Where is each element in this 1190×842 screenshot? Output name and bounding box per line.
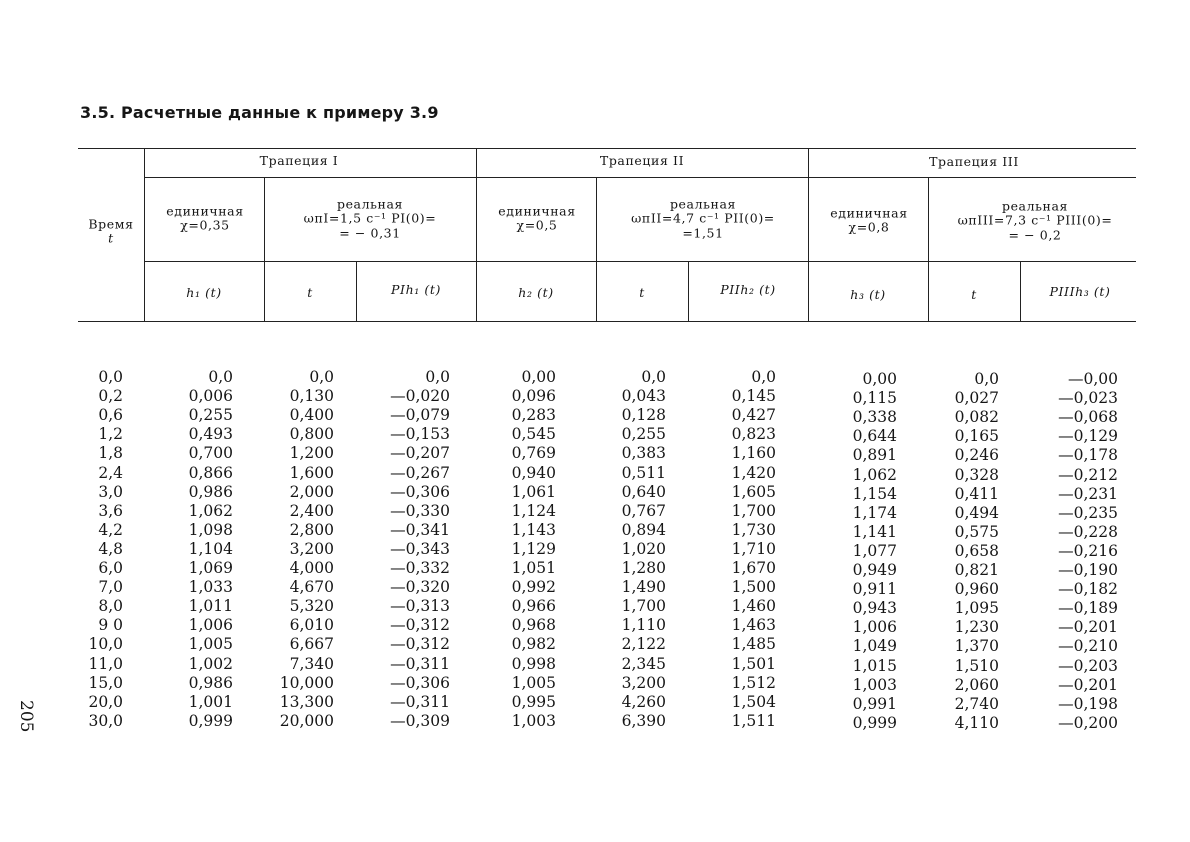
t-cell: 1,700 [621,597,666,616]
h-cell: 0,986 [188,482,233,501]
group-title: Трапеция III [929,153,1019,169]
h-cell: 1,005 [511,673,556,692]
t-cell: 4,260 [621,692,666,711]
ph-cell: —0,312 [390,635,450,654]
real-value: = − 0,31 [339,225,401,241]
t-cell: 0,640 [621,482,666,501]
h-cell: 1,143 [511,520,556,539]
t-cell: 0,128 [621,406,666,425]
unit-label: единичная [830,205,908,221]
col-header-ph: PIIh₂ (t) [720,281,776,297]
h-cell: 0,982 [511,635,556,654]
time-cell: 15,0 [88,673,123,692]
time-label: Время [88,216,134,232]
time-cell: 0,6 [98,406,123,425]
ph-cell: —0,267 [390,463,450,482]
t-cell: 0,511 [621,463,666,482]
ph-cell: —0,330 [390,501,450,520]
ph-cell: 1,504 [731,692,776,711]
h-cell: 1,129 [511,539,556,558]
ph-cell: 1,160 [731,444,776,463]
time-cell: 10,0 [88,635,123,654]
t-cell: 7,340 [289,654,334,673]
ph-cell: 1,485 [731,635,776,654]
table-caption: 3.5. Расчетные данные к примеру 3.9 [80,103,439,122]
h-cell: 0,949 [852,561,897,579]
subcol-rule [1020,261,1021,321]
time-cell: 3,6 [98,501,123,520]
time-cell: 30,0 [88,711,123,730]
h-cell: 0,096 [511,387,556,406]
h-cell: 1,005 [188,635,233,654]
t-cell: 2,740 [954,694,999,713]
group-title: Трапеция I [259,152,339,168]
ph-cell: —0,020 [390,387,450,406]
unit-label: единичная [498,203,576,219]
ph-cell: —0,201 [1058,675,1118,694]
real-header [958,199,1113,242]
t-cell: 0,043 [621,387,666,406]
h-cell: 1,011 [188,597,233,616]
h-cell: 0,999 [852,713,897,732]
h-cell: 0,769 [511,444,556,463]
time-cell: 4,2 [98,520,123,539]
h-cell: 0,283 [511,406,556,425]
ph-cell: —0,068 [1058,408,1118,427]
h-cell: 1,104 [188,539,233,558]
h-cell: 1,002 [188,654,233,673]
ph-cell: —0,190 [1058,561,1118,579]
ph-cell: —0,332 [390,559,450,577]
time-cell: 4,8 [98,539,123,558]
real-param: ωпII=4,7 с⁻¹ PII(0)= [631,210,775,226]
t-cell: 0,0 [309,368,334,386]
time-cell: 11,0 [88,654,123,673]
ph-cell: —0,312 [390,616,450,635]
ph-cell: 1,463 [731,616,776,635]
t-cell: 2,000 [289,482,334,501]
ph-cell: —0,203 [1058,656,1118,675]
ph-cell: —0,198 [1058,694,1118,713]
time-cell: 1,8 [98,444,123,463]
ph-cell: —0,341 [390,520,450,539]
t-cell: 5,320 [289,597,334,616]
t-cell: 0,767 [621,501,666,520]
ph-cell: 1,730 [731,520,776,539]
ph-cell: —0,311 [390,692,450,711]
col-header-ph: PIh₁ (t) [391,281,441,297]
t-cell: 1,200 [289,444,334,463]
ph-cell: —0,343 [390,539,450,558]
time-cell: 0,0 [98,368,123,386]
t-cell: 1,280 [621,559,666,577]
t-cell: 1,230 [954,618,999,637]
unit-header [498,205,575,234]
h-cell: 1,049 [852,637,897,656]
ph-cell: —0,129 [1058,427,1118,446]
ph-cell: 1,700 [731,501,776,520]
h-cell: 1,154 [852,484,897,503]
t-cell: 2,345 [621,654,666,673]
h-cell: 1,077 [852,541,897,560]
h-cell: 0,968 [511,616,556,635]
h-cell: 0,986 [188,673,233,692]
time-cell: 3,0 [98,482,123,501]
t-cell: 1,510 [954,656,999,675]
h-cell: 0,999 [188,711,233,730]
time-cell: 1,2 [98,425,123,444]
t-cell: 0,0 [641,368,666,386]
subcol-rule [356,261,357,321]
ph-cell: —0,309 [390,711,450,730]
t-cell: 2,400 [289,501,334,520]
t-cell: 4,110 [954,713,999,732]
t-cell: 0,165 [954,427,999,446]
real-header [631,197,775,240]
t-cell: 3,200 [621,673,666,692]
col-header-h: h₁ (t) [186,284,222,300]
time-cell: 2,4 [98,463,123,482]
t-cell: 2,060 [954,675,999,694]
h-cell: 0,966 [511,597,556,616]
unit-header [166,205,243,234]
time-cell: 9 0 [98,616,123,635]
real-param: ωпIII=7,3 с⁻¹ PIII(0)= [957,212,1113,228]
group-divider-rule [808,148,809,321]
ph-cell: —0,306 [390,482,450,501]
ph-cell: —0,189 [1058,599,1118,618]
time-header [88,218,133,247]
h-cell: 0,338 [852,408,897,427]
ph-cell: 0,823 [731,425,776,444]
t-cell: 2,800 [289,520,334,539]
t-cell: 0,246 [954,446,999,465]
col-header-h: h₃ (t) [850,286,886,302]
ph-cell: —0,320 [390,578,450,597]
h-cell: 1,124 [511,501,556,520]
h-cell: 1,098 [188,520,233,539]
h-cell: 0,644 [852,427,897,446]
ph-cell: —0,079 [390,406,450,425]
h-cell: 1,015 [852,656,897,675]
col-header-ph: PIIIh₃ (t) [1049,283,1111,299]
h-cell: 0,115 [852,389,897,408]
t-cell: 0,658 [954,541,999,560]
ph-cell: —0,178 [1058,446,1118,465]
real-header [304,197,437,240]
h-cell: 1,033 [188,578,233,597]
t-cell: 6,390 [621,711,666,730]
h-cell: 1,003 [511,711,556,730]
h-cell: 1,174 [852,503,897,522]
ph-cell: 0,427 [731,406,776,425]
ph-cell: —0,00 [1067,370,1118,388]
t-cell: 0,383 [621,444,666,463]
t-cell: 1,600 [289,463,334,482]
t-cell: 3,200 [289,539,334,558]
h-cell: 1,062 [852,465,897,484]
h-cell: 0,940 [511,463,556,482]
h-cell: 0,00 [521,368,556,386]
ph-cell: —0,306 [390,673,450,692]
t-cell: 0,027 [954,389,999,408]
t-cell: 1,020 [621,539,666,558]
h-cell: 1,062 [188,501,233,520]
ph-cell: —0,228 [1058,522,1118,541]
time-column-rule [144,148,145,321]
time-cell: 6,0 [98,559,123,577]
h-cell: 1,141 [852,522,897,541]
t-cell: 0,0 [974,370,999,388]
h-cell: 1,003 [852,675,897,694]
ph-cell: 1,420 [731,463,776,482]
ph-cell: —0,207 [390,444,450,463]
subcol-rule [928,177,929,321]
ph-cell: —0,153 [390,425,450,444]
real-label: реальная [669,196,737,212]
subheader-rule [145,261,1136,262]
real-value: = − 0,2 [1008,227,1062,243]
ph-cell: —0,200 [1058,713,1118,732]
ph-cell: 1,670 [731,559,776,577]
h-cell: 0,891 [852,446,897,465]
t-cell: 4,670 [289,578,334,597]
t-cell: 0,082 [954,408,999,427]
subcol-rule [264,177,265,321]
time-cell: 0,2 [98,387,123,406]
unit-label: единичная [166,203,244,219]
h-cell: 0,006 [188,387,233,406]
h-cell: 0,943 [852,599,897,618]
t-cell: 0,411 [954,484,999,503]
h-cell: 1,001 [188,692,233,711]
t-cell: 1,490 [621,578,666,597]
group-underline-rule [145,177,1136,178]
t-cell: 0,894 [621,520,666,539]
ph-cell: 1,501 [731,654,776,673]
ph-cell: —0,311 [390,654,450,673]
ph-cell: —0,235 [1058,503,1118,522]
ph-cell: —0,212 [1058,465,1118,484]
h-cell: 0,545 [511,425,556,444]
time-cell: 20,0 [88,692,123,711]
h-cell: 0,866 [188,463,233,482]
ph-cell: —0,023 [1058,389,1118,408]
h-cell: 0,00 [862,370,897,388]
h-cell: 1,061 [511,482,556,501]
ph-cell: 1,512 [731,673,776,692]
ph-cell: 1,500 [731,578,776,597]
ph-cell: 1,605 [731,482,776,501]
t-cell: 0,400 [289,406,334,425]
ph-cell: —0,231 [1058,484,1118,503]
h-cell: 0,0 [208,368,233,386]
h-cell: 0,998 [511,654,556,673]
time-cell: 8,0 [98,597,123,616]
t-cell: 4,000 [289,559,334,577]
t-cell: 1,095 [954,599,999,618]
col-header-t: t [639,284,645,300]
group-title: Трапеция II [599,152,685,168]
ph-cell: 1,710 [731,539,776,558]
t-cell: 0,130 [289,387,334,406]
t-cell: 0,328 [954,465,999,484]
t-cell: 13,300 [279,692,334,711]
header-bottom-rule [78,321,1136,322]
ph-cell: 0,0 [425,368,450,386]
subcol-rule [688,261,689,321]
t-cell: 0,821 [954,561,999,579]
t-cell: 0,575 [954,522,999,541]
unit-param: χ=0,35 [180,218,230,233]
h-cell: 1,006 [188,616,233,635]
real-value: =1,51 [682,225,724,241]
unit-header [830,207,907,236]
real-label: реальная [336,196,404,212]
t-cell: 10,000 [279,673,334,692]
h-cell: 1,006 [852,618,897,637]
ph-cell: —0,182 [1058,580,1118,599]
t-cell: 0,255 [621,425,666,444]
h-cell: 1,069 [188,559,233,577]
t-cell: 0,494 [954,503,999,522]
table-header [0,0,1190,340]
t-cell: 6,010 [289,616,334,635]
h-cell: 0,911 [852,580,897,599]
header-top-rule [78,148,1136,149]
t-cell: 20,000 [279,711,334,730]
t-cell: 1,110 [621,616,666,635]
col-header-h: h₂ (t) [518,284,554,300]
ph-cell: —0,210 [1058,637,1118,656]
ph-cell: —0,201 [1058,618,1118,637]
h-cell: 0,995 [511,692,556,711]
col-header-t: t [971,286,977,302]
ph-cell: 1,460 [731,597,776,616]
col-header-t: t [307,284,313,300]
group-divider-rule [476,148,477,321]
h-cell: 0,493 [188,425,233,444]
t-cell: 2,122 [621,635,666,654]
page-number: 205 [16,700,36,733]
unit-param: χ=0,8 [848,220,890,235]
ph-cell: —0,216 [1058,541,1118,560]
h-cell: 0,255 [188,406,233,425]
ph-cell: 1,511 [731,711,776,730]
h-cell: 0,992 [511,578,556,597]
h-cell: 1,051 [511,559,556,577]
ph-cell: 0,0 [751,368,776,386]
h-cell: 0,700 [188,444,233,463]
ph-cell: —0,313 [390,597,450,616]
t-cell: 6,667 [289,635,334,654]
t-cell: 1,370 [954,637,999,656]
t-cell: 0,960 [954,580,999,599]
real-label: реальная [1001,198,1069,214]
time-var: t [108,231,114,246]
t-cell: 0,800 [289,425,334,444]
h-cell: 0,991 [852,694,897,713]
subcol-rule [596,177,597,321]
unit-param: χ=0,5 [516,218,558,233]
ph-cell: 0,145 [731,387,776,406]
real-param: ωпI=1,5 с⁻¹ PI(0)= [303,210,437,226]
time-cell: 7,0 [98,578,123,597]
